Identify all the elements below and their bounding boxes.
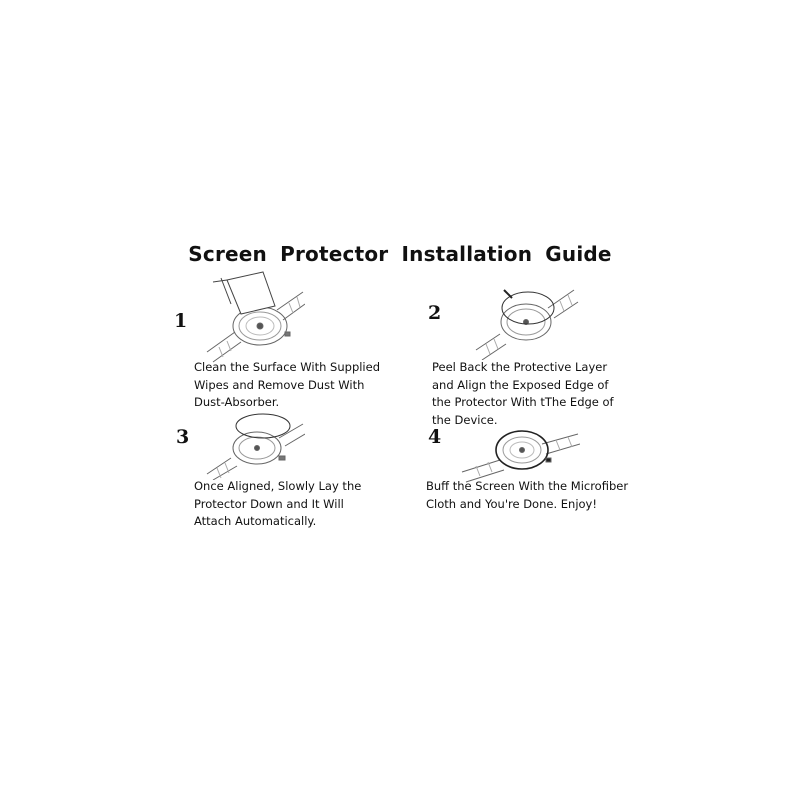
- watch-lay-icon: [205, 410, 305, 480]
- step-2-line-3: the Protector With tThe Edge of: [432, 395, 614, 409]
- step-4-line-1: Buff the Screen With the Microfiber: [426, 479, 629, 493]
- page-title: Screen Protector Installation Guide: [188, 242, 612, 266]
- step-1-description: [194, 359, 380, 412]
- step-3-line-1: Once Aligned, Slowly Lay the: [194, 479, 362, 493]
- step-3-line-2: Protector Down and It Will: [194, 496, 344, 511]
- step-2-number: 2: [428, 302, 442, 324]
- step-1-number: 1: [174, 310, 188, 332]
- step-3-number: 3: [176, 426, 190, 448]
- step-1-line-3: Dust-Absorber.: [194, 395, 280, 409]
- step-2-description: [432, 359, 614, 429]
- step-1-line-1: Clean the Surface With Supplied: [194, 360, 381, 374]
- watch-wipe-icon: [205, 270, 305, 370]
- step-1-line-2: Wipes and Remove Dust With: [194, 377, 365, 392]
- step-4-description: [426, 478, 628, 513]
- step-3-line-3: Attach Automatically.: [194, 514, 317, 528]
- step-3-description: [194, 478, 361, 531]
- watch-buff-icon: [460, 420, 580, 485]
- step-2-line-1: Peel Back the Protective Layer: [432, 360, 608, 374]
- step-2-line-4: the Device.: [432, 412, 498, 427]
- step-4-line-2: Cloth and You're Done. Enjoy!: [426, 496, 597, 511]
- watch-peel-icon: [474, 280, 579, 360]
- step-4-number: 4: [428, 426, 442, 448]
- step-2-line-2: and Align the Exposed Edge of: [432, 377, 609, 392]
